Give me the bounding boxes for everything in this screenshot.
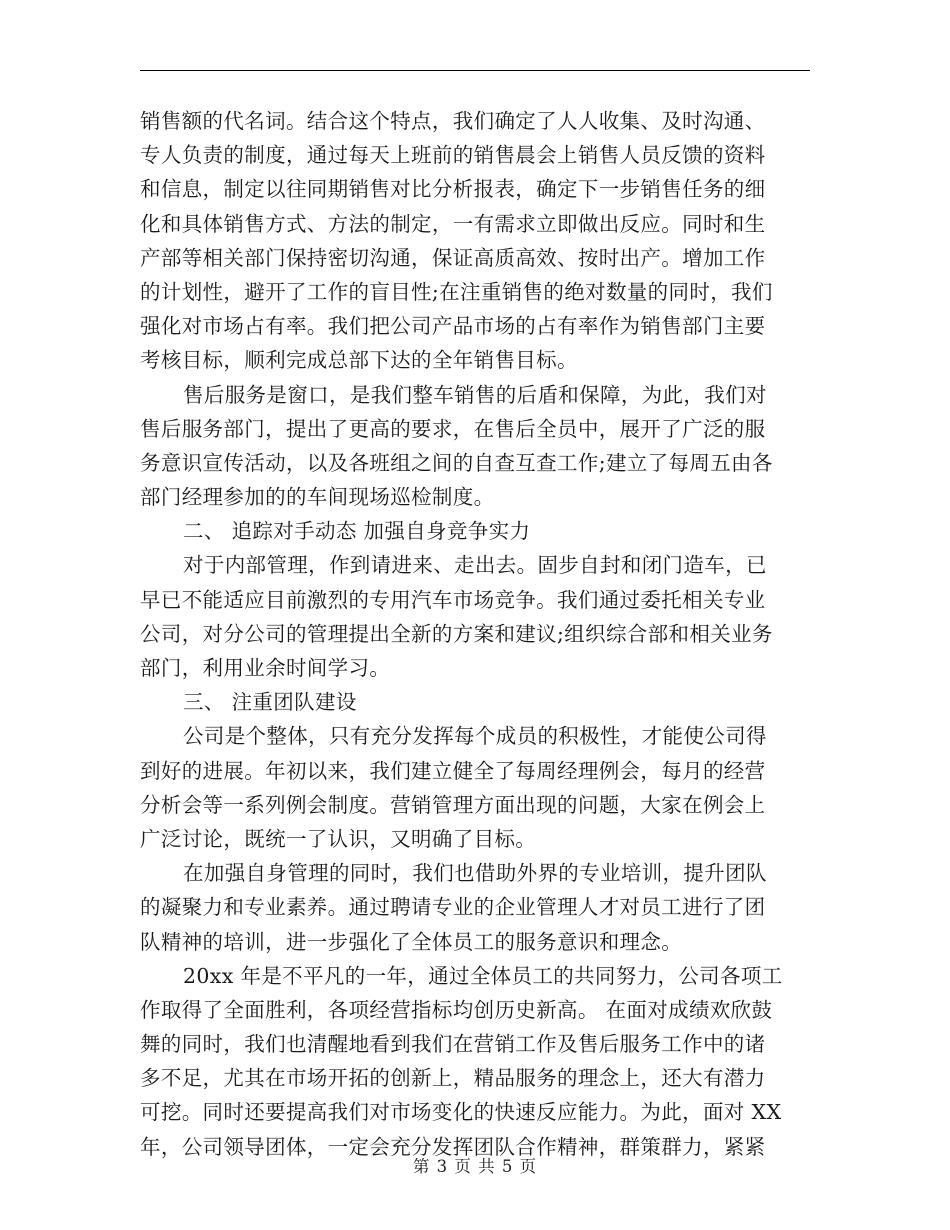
- text-line: 广泛讨论，既统一了认识，又明确了目标。: [140, 826, 537, 851]
- text-line: 部门经理参加的的车间现场巡检制度。: [140, 485, 495, 510]
- text-line: 舞的同时，我们也清醒地看到我们在营销工作及售后服务工作中的诸: [140, 1032, 766, 1057]
- text-line: 务意识宣传活动，以及各班组之间的自查互查工作;建立了每周五由各: [140, 450, 773, 475]
- text-line: 售后服务是窗口，是我们整车销售的后盾和保障，为此，我们对: [183, 382, 767, 407]
- header-rule: [140, 70, 810, 71]
- text-line: 的凝聚力和专业素养。通过聘请专业的企业管理人才对员工进行了团: [140, 895, 766, 920]
- text-line: 多不足，尤其在市场开拓的创新上，精品服务的理念上，还大有潜力: [140, 1066, 766, 1091]
- text-line: 产部等相关部门保持密切沟通，保证高质高效、按时出产。增加工作: [140, 245, 766, 270]
- text-line: 队精神的培训，进一步强化了全体员工的服务意识和理念。: [140, 929, 683, 954]
- text-line: 部门，利用业余时间学习。: [140, 656, 391, 680]
- text-line: 销售额的代名词。结合这个特点，我们确定了人人收集、及时沟通、: [140, 109, 766, 133]
- text-line: 早已不能适应目前激烈的专用汽车市场竞争。我们通过委托相关专业: [140, 587, 766, 612]
- text-line: 分析会等一系列例会制度。营销管理方面出现的问题，大家在例会上: [140, 792, 766, 817]
- text-line: 考核目标，顺利完成总部下达的全年销售目标。: [140, 348, 578, 373]
- text-line: 专人负责的制度，通过每天上班前的销售晨会上销售人员反馈的资料: [140, 143, 766, 168]
- text-line: 年，公司领导团体，一定会充分发挥团队合作精神，群策群力，紧紧: [140, 1134, 766, 1159]
- text-line: 二、 追踪对手动态 加强自身竞争实力: [183, 519, 531, 544]
- text-line: 20xx 年是不平凡的一年，通过全体员工的共同努力，公司各项工: [183, 963, 783, 988]
- page-number: 第 3 页 共 5 页: [412, 1157, 538, 1176]
- text-line: 在加强自身管理的同时，我们也借助外界的专业培训，提升团队: [183, 861, 767, 886]
- text-line: 对于内部管理，作到请进来、走出去。固步自封和闭门造车，已: [183, 553, 767, 578]
- text-line: 公司是个整体，只有充分发挥每个成员的积极性，才能使公司得: [183, 724, 767, 749]
- text-line: 作取得了全面胜利，各项经营指标均创历史新高。 在面对成绩欢欣鼓: [140, 997, 773, 1022]
- text-line: 到好的进展。年初以来，我们建立健全了每周经理例会，每月的经营: [140, 758, 766, 783]
- text-line: 可挖。同时还要提高我们对市场变化的快速反应能力。为此，面对 XX: [140, 1100, 782, 1125]
- text-line: 强化对市场占有率。我们把公司产品市场的占有率作为销售部门主要: [140, 314, 766, 339]
- text-line: 化和具体销售方式、方法的制定，一有需求立即做出反应。同时和生: [140, 211, 766, 236]
- text-line: 和信息，制定以往同期销售对比分析报表，确定下一步销售任务的细: [140, 177, 766, 202]
- text-line: 售后服务部门，提出了更高的要求，在售后全员中，展开了广泛的服: [140, 416, 766, 441]
- text-line: 三、 注重团队建设: [183, 690, 357, 715]
- text-line: 公司，对分公司的管理提出全新的方案和建议;组织综合部和相关业务: [140, 621, 773, 646]
- text-line: 的计划性，避开了工作的盲目性;在注重销售的绝对数量的同时，我们: [140, 279, 773, 304]
- document-body: [140, 104, 810, 1164]
